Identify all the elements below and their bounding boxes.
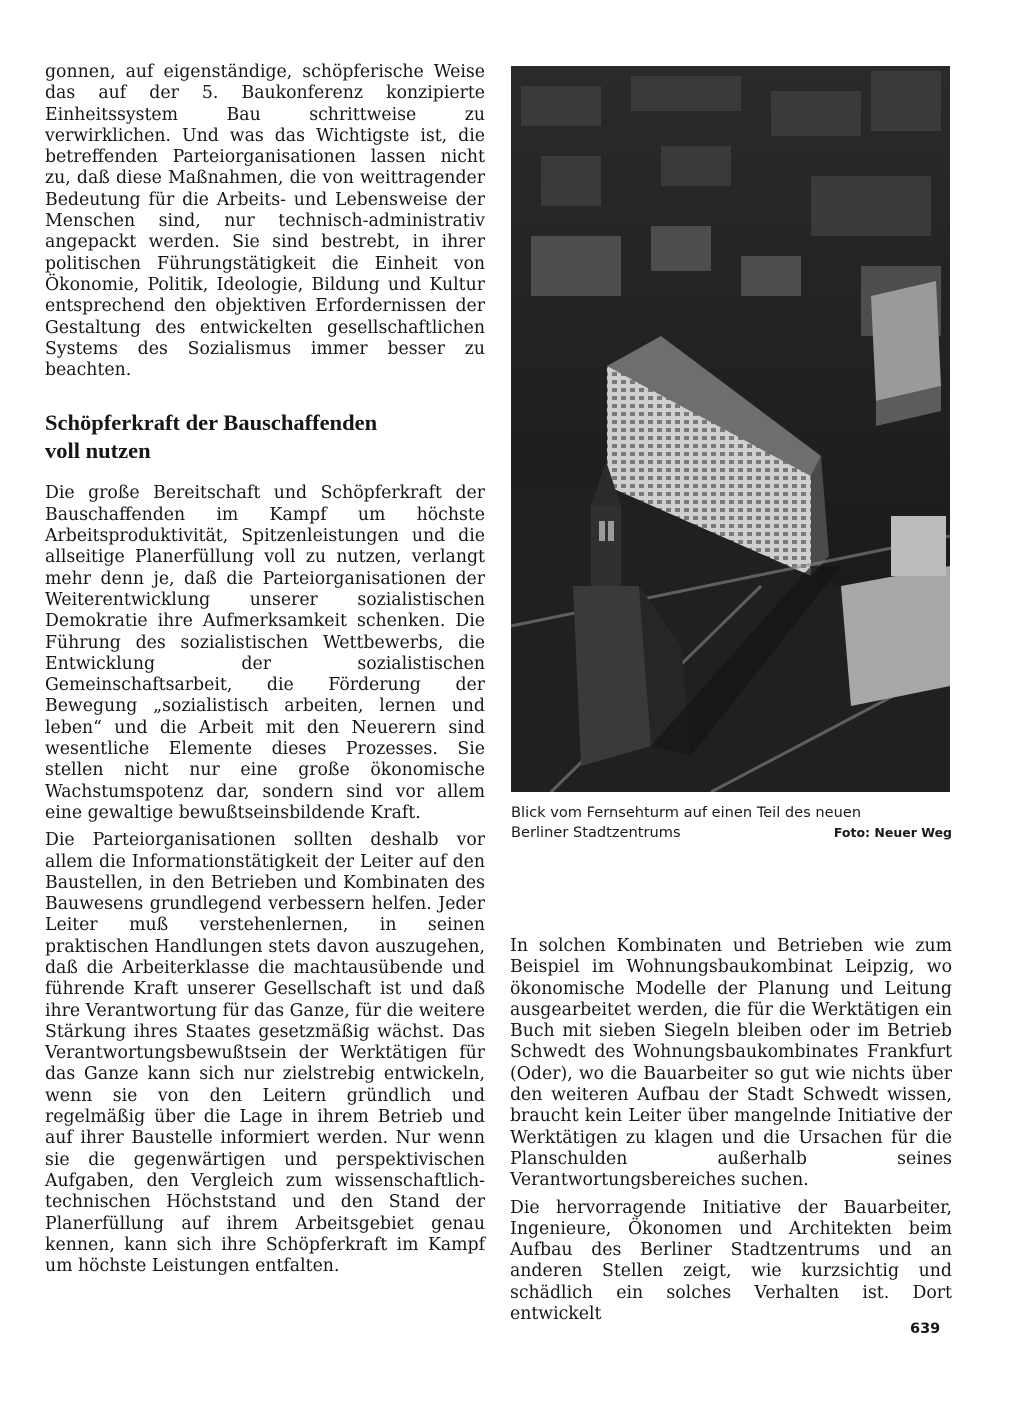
section-heading-line-1: Schöpferkraft der Bauschaffenden (45, 410, 378, 436)
left-text-column (45, 62, 485, 1277)
paragraph-informationstaetigkeit: Die Parteiorganisationen sollten deshalb vor allem die Informationstätigkeit der Leiter auf den Baustellen, in den Betrieben und Kombinaten des Bauwesens grundlegend verbessern helfen. Jeder Leiter muß verstehenlernen, in seinen praktischen Handlungen stets davon auszugehen, daß die Arbeiterklasse die machtausübende und führende Kraft unserer Gesellschaft ist und daß ihre Verantwortung für das Ganze, für die weitere Stärkung ihres Staates gesetzmäßig wächst. Das Verantwortungsbewußtsein der Werktätigen für das Ganze kann sich nur zielstrebig entwickeln, wenn sie von den Leitern gründlich und regelmäßig über die Lage in ihrem Betrieb und auf ihrer Baustelle informiert werden. Nur wenn sie die gegenwärtigen und perspektivischen Aufgaben, den Vergleich zum wissenschaftlich-technischen Höchststand und den Stand der Planerfüllung auf ihrem Arbeitsgebiet genau kennen, kann sich ihre Schöpferkraft im Kampf um höchste Leistungen entfalten. (45, 830, 485, 1277)
section-heading-line-2: voll nutzen (45, 438, 151, 464)
caption-line-1: Blick vom Fernsehturm auf einen Teil des neuen (511, 804, 862, 821)
paragraph-intro: gonnen, auf eigenständige, schöpferische Weise das auf der 5. Baukonferenz konzipierte Einheitssystem Bau schrittweise zu verwirklichen. Und was das Wichtigste ist, die betreffenden Parteiorganisationen lassen nicht zu, daß diese Maßnahmen, die von weittragender Bedeutung für die Arbeits- und Lebensweise der Menschen sind, nur technisch-administrativ angepackt werden. Sie sind bestrebt, in ihrer politischen Führungstätigkeit die Einheit von Ökonomie, Politik, Ideologie, Bildung und Kultur entsprechend den objektiven Erfordernissen der Gestaltung des entwickelten gesellschaftlichen Systems des Sozialismus immer besser zu beachten. (45, 62, 485, 381)
paragraph-kombinate: In solchen Kombinaten und Betrieben wie zum Beispiel im Wohnungsbaukombinat Leipzig, wo ökonomische Modelle der Planung und Leitung ausgearbeitet werden, die für die Werktätigen ein Buch mit sieben Siegeln bleiben oder im Betrieb Schwedt des Wohnungsbaukombinates Frankfurt (Oder), wo die Bauarbeiter so gut wie nichts über den weiteren Aufbau der Stadt Schwedt wissen, braucht kein Leiter über mangelnde Initiative der Werktätigen zu klagen und die Ursachen für die Planschulden außerhalb seines Verantwortungsbereiches suchen. (510, 936, 952, 1191)
caption-line-2-row (511, 823, 952, 843)
paragraph-schoepferkraft: Die große Bereitschaft und Schöpferkraft der Bauschaffenden im Kampf um höchste Arbeitsproduktivität, Spitzenleistungen und die allseitige Planerfüllung voll zu nutzen, verlangt mehr denn je, daß die Parteiorganisationen der Weiterentwicklung unserer sozialistischen Demokratie ihre Aufmerksamkeit schenken. Die Führung des sozialistischen Wettbewerbs, die Entwicklung der sozialistischen Gemeinschaftsarbeit, die Förderung der Bewegung „sozialistisch arbeiten, lernen und leben“ und die Arbeit mit den Neuerern sind wesentliche Elemente dieses Prozesses. Sie stellen nicht nur eine große ökonomische Wachstumspotenz dar, sondern sind vor allem eine gewaltige bewußtseinsbildende Kraft. (45, 483, 485, 823)
caption-line-2: Berliner Stadtzentrums (511, 824, 681, 841)
right-text-column (510, 936, 952, 1325)
aerial-city-photo (511, 66, 950, 792)
photo-caption (511, 803, 952, 843)
section-heading (45, 409, 485, 465)
paragraph-initiative: Die hervorragende Initiative der Bauarbeiter, Ingenieure, Ökonomen und Architekten beim Aufbau des Berliner Stadtzentrums und an anderen Stellen zeigt, wie kurzsichtig und schädlich ein solches Verhalten ist. Dort entwickelt (510, 1197, 952, 1325)
aerial-city-illustration (511, 66, 950, 792)
page-number: 639 (910, 1321, 941, 1337)
photo-credit: Foto: Neuer Weg (833, 825, 952, 840)
